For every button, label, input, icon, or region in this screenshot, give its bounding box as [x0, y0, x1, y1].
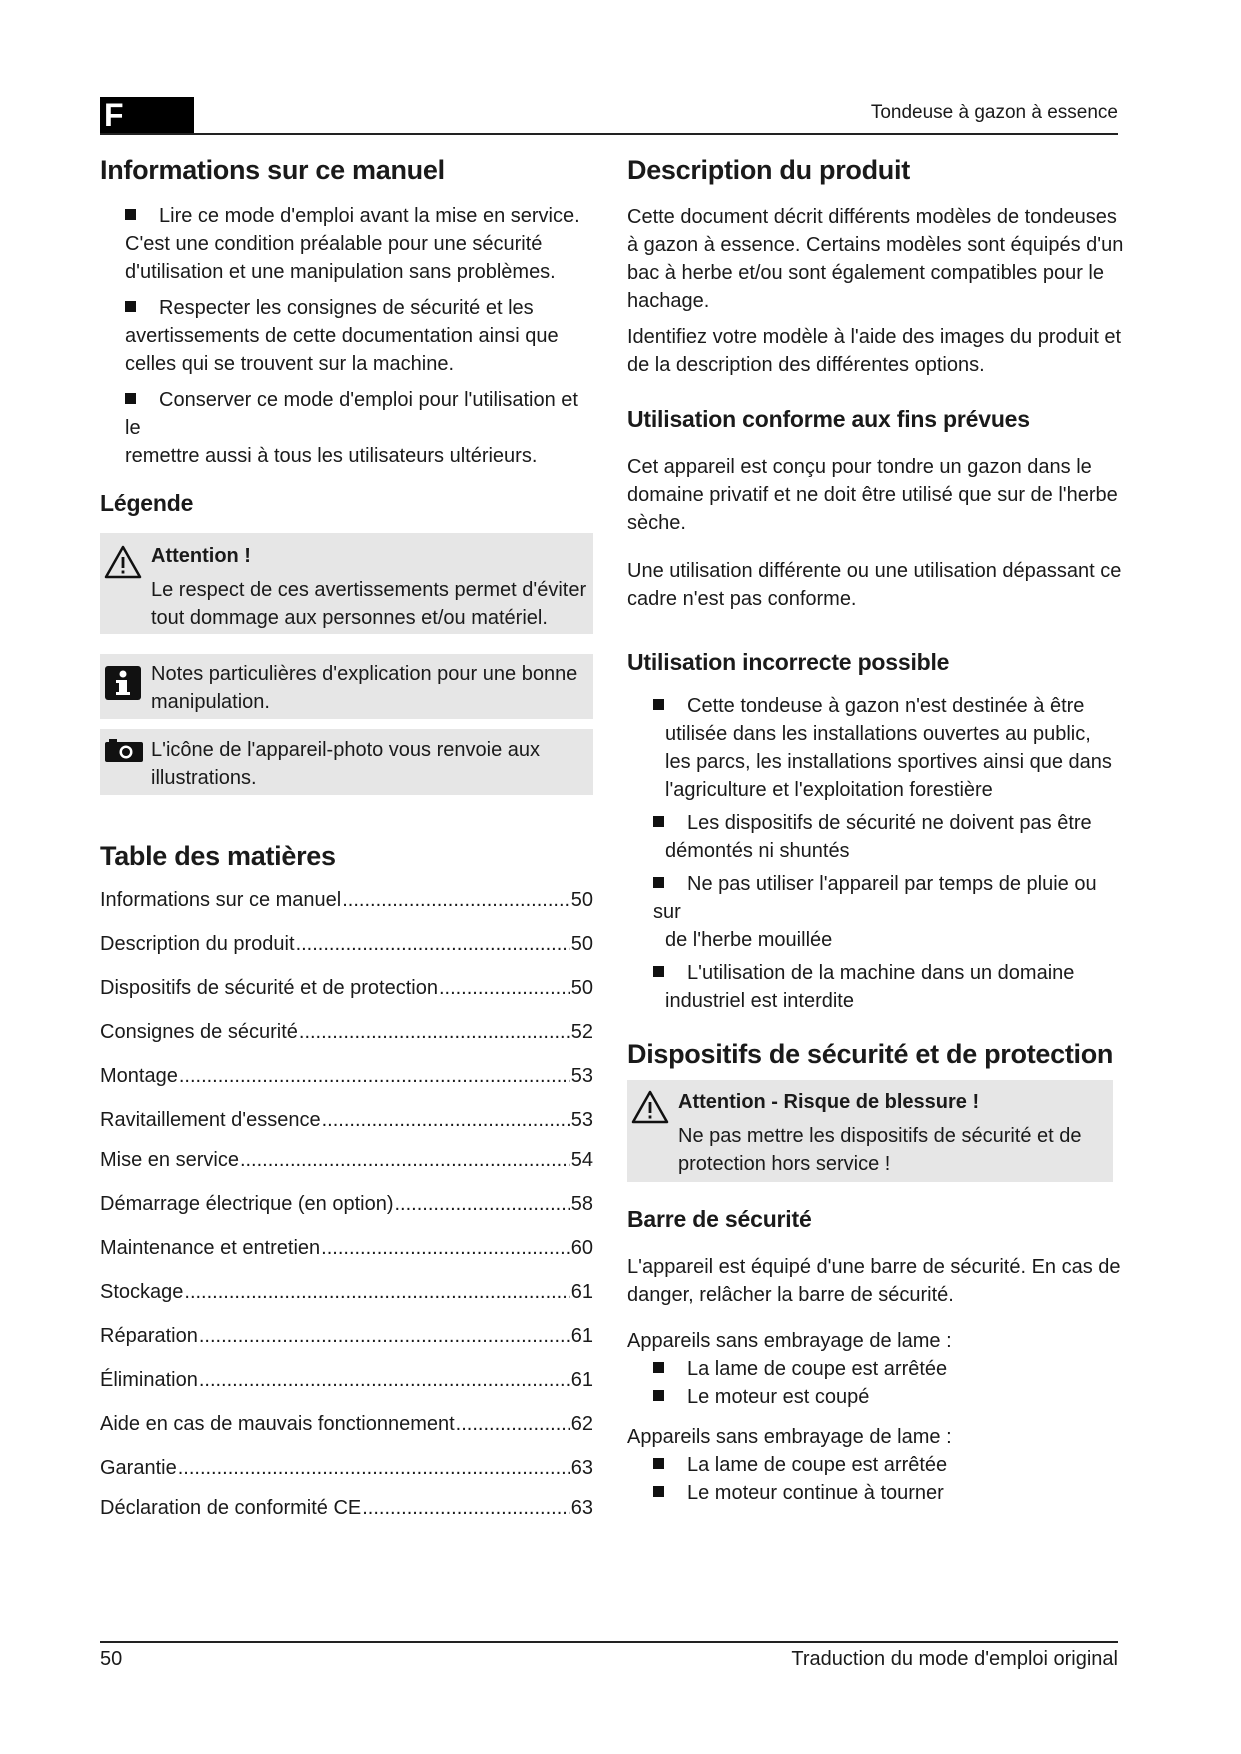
toc-entry[interactable] — [100, 1413, 593, 1441]
intended-use-para1: Cet appareil est conçu pour tondre un gazon dans le domaine privatif et ne doit être utilisé que sur de l'herbe sèche. — [627, 456, 1118, 534]
toc-entry-page: 54 — [570, 1149, 593, 1171]
product-description-heading: Description du produit — [627, 155, 910, 185]
bullet-square-icon — [653, 1458, 664, 1469]
attention-box — [100, 533, 593, 634]
toc-entry[interactable] — [100, 933, 593, 961]
toc-entry-page: 61 — [570, 1281, 593, 1303]
safety-devices-heading: Dispositifs de sécurité et de protection — [627, 1039, 1114, 1069]
list-item: Les dispositifs de sécurité ne doivent pas être démontés ni shuntés — [653, 809, 1127, 865]
intended-use-heading: Utilisation conforme aux fins prévues — [627, 406, 1030, 432]
list-item: Lire ce mode d'emploi avant la mise en service. C'est une condition préalable pour une sécurité d'utilisation et une manipulation sans problèmes. — [125, 205, 580, 283]
info-text: Notes particulières d'explication pour une bonne manipulation. — [151, 663, 578, 713]
toc-leader-dots — [321, 1237, 570, 1260]
toc-heading: Table des matières — [100, 841, 336, 871]
toc-entry-page: 62 — [570, 1413, 593, 1435]
toc-entry[interactable] — [100, 1109, 593, 1137]
left-column — [100, 155, 593, 1525]
bullet-square-icon — [653, 1362, 664, 1373]
toc-entry[interactable] — [100, 1369, 593, 1397]
manual-info-heading: Informations sur ce manuel — [100, 155, 445, 185]
toc-leader-dots — [342, 889, 570, 912]
bullet-square-icon — [653, 877, 664, 888]
attention-text: Le respect de ces avertissements permet d'éviter tout dommage aux personnes et/ou matériel. — [151, 579, 587, 629]
legend-heading: Légende — [100, 490, 194, 516]
footer-text: Traduction du mode d'emploi original — [791, 1648, 1118, 1670]
toc-entry-label: Mise en service — [100, 1149, 239, 1171]
safety-attention-text: Ne pas mettre les dispositifs de sécurité et de protection hors service ! — [678, 1125, 1082, 1175]
toc-entry-page: 50 — [570, 889, 593, 911]
toc-entry[interactable] — [100, 1497, 593, 1525]
warning-triangle-icon — [631, 1090, 669, 1129]
bullet-square-icon — [653, 966, 664, 977]
toc-entry-label: Dispositifs de sécurité et de protection — [100, 977, 438, 999]
toc-entry[interactable] — [100, 1021, 593, 1049]
toc-leader-dots — [178, 1457, 570, 1480]
group2-title: Appareils sans embrayage de lame : — [627, 1426, 952, 1448]
toc-leader-dots — [199, 1369, 570, 1392]
toc-entry[interactable] — [100, 1065, 593, 1093]
toc-entry-label: Déclaration de conformité CE — [100, 1497, 362, 1519]
toc-entry[interactable] — [100, 1237, 593, 1265]
misuse-list — [653, 692, 1127, 1015]
bullet-square-icon — [653, 1486, 664, 1497]
info-box — [100, 654, 593, 719]
list-item: Cette tondeuse à gazon n'est destinée à être utilisée dans les installations ouvertes au public, les parcs, les installations sportives ainsi que dans l'agriculture et l'exploitation forestière — [653, 692, 1127, 804]
product-description-para2: Identifiez votre modèle à l'aide des images du produit et de la description des différentes options. — [627, 326, 1122, 376]
bullet-square-icon — [125, 393, 136, 404]
toc-entry-label: Aide en cas de mauvais fonctionnement — [100, 1413, 455, 1435]
document-title: Tondeuse à gazon à essence — [870, 102, 1118, 123]
product-description-para1: Cette document décrit différents modèles de tondeuses à gazon à essence. Certains modèles sont équipés d'un bac à herbe et/ou sont également compatibles pour le hachage. — [627, 206, 1124, 312]
group2-list — [653, 1451, 1127, 1507]
toc-entry-label: Garantie — [100, 1457, 177, 1479]
toc-entry-page: 50 — [570, 977, 593, 999]
toc-entry-page: 53 — [570, 1109, 593, 1131]
page-number: 50 — [100, 1648, 123, 1670]
toc-entry-page: 63 — [570, 1457, 593, 1479]
toc-entry[interactable] — [100, 1457, 593, 1485]
toc-leader-dots — [395, 1193, 570, 1216]
toc-entry[interactable] — [100, 1149, 593, 1177]
misuse-heading: Utilisation incorrecte possible — [627, 649, 950, 675]
header-divider — [100, 133, 1118, 135]
toc-entry-page: 50 — [570, 933, 593, 955]
toc-leader-dots — [322, 1109, 570, 1132]
info-icon — [104, 665, 142, 706]
toc-entry-page: 61 — [570, 1369, 593, 1391]
toc-entry-label: Montage — [100, 1065, 178, 1087]
toc-entry-label: Consignes de sécurité — [100, 1021, 298, 1043]
toc-entry[interactable] — [100, 977, 593, 1005]
toc-entry-page: 52 — [570, 1021, 593, 1043]
camera-text: L'icône de l'appareil-photo vous renvoie aux illustrations. — [151, 739, 541, 789]
list-item: Le moteur est coupé — [653, 1383, 1127, 1411]
toc-list — [100, 889, 593, 1525]
footer-divider — [100, 1641, 1118, 1643]
manual-info-list — [125, 202, 593, 470]
camera-icon — [104, 737, 144, 768]
toc-entry-label: Description du produit — [100, 933, 295, 955]
toc-leader-dots — [456, 1413, 570, 1436]
toc-entry-label: Ravitaillement d'essence — [100, 1109, 321, 1131]
safety-bar-heading: Barre de sécurité — [627, 1206, 812, 1232]
toc-leader-dots — [179, 1065, 570, 1088]
bullet-square-icon — [653, 1390, 664, 1401]
toc-entry-page: 61 — [570, 1325, 593, 1347]
warning-triangle-icon — [104, 545, 142, 584]
safety-attention-box — [627, 1080, 1113, 1182]
bullet-square-icon — [653, 816, 664, 827]
toc-leader-dots — [299, 1021, 570, 1044]
list-item: Respecter les consignes de sécurité et les avertissements de cette documentation ainsi que celles qui se trouvent sur la machine. — [125, 297, 559, 375]
toc-entry[interactable] — [100, 1325, 593, 1353]
safety-bar-para: L'appareil est équipé d'une barre de sécurité. En cas de danger, relâcher la barre de sécurité. — [627, 1256, 1121, 1306]
toc-entry-label: Élimination — [100, 1369, 198, 1391]
attention-title: Attention ! — [151, 545, 251, 567]
group1-title: Appareils sans embrayage de lame : — [627, 1330, 952, 1352]
toc-entry-page: 53 — [570, 1065, 593, 1087]
list-item: La lame de coupe est arrêtée — [653, 1451, 1127, 1479]
intended-use-para2: Une utilisation différente ou une utilisation dépassant ce cadre n'est pas conforme. — [627, 560, 1122, 610]
group1-list — [653, 1355, 1127, 1411]
toc-entry-page: 60 — [570, 1237, 593, 1259]
toc-entry[interactable] — [100, 1281, 593, 1309]
toc-leader-dots — [362, 1497, 570, 1520]
list-item: La lame de coupe est arrêtée — [653, 1355, 1127, 1383]
toc-entry-label: Maintenance et entretien — [100, 1237, 321, 1259]
camera-box — [100, 729, 593, 795]
language-tab: F — [100, 97, 194, 134]
toc-entry-page: 63 — [570, 1497, 593, 1519]
toc-entry[interactable] — [100, 1193, 593, 1221]
toc-leader-dots — [240, 1149, 570, 1172]
toc-entry-label: Stockage — [100, 1281, 184, 1303]
bullet-square-icon — [125, 209, 136, 220]
list-item: L'utilisation de la machine dans un domaine industriel est interdite — [653, 959, 1127, 1015]
right-column — [627, 155, 1127, 1507]
toc-leader-dots — [439, 977, 570, 1000]
toc-entry-page: 58 — [570, 1193, 593, 1215]
toc-leader-dots — [296, 933, 570, 956]
list-item: Ne pas utiliser l'appareil par temps de pluie ou sur de l'herbe mouillée — [653, 873, 1097, 951]
bullet-square-icon — [653, 699, 664, 710]
list-item: Conserver ce mode d'emploi pour l'utilisation et le remettre aussi à tous les utilisateurs ultérieurs. — [125, 389, 578, 467]
toc-entry-label: Démarrage électrique (en option) — [100, 1193, 394, 1215]
toc-leader-dots — [184, 1281, 569, 1304]
safety-attention-title: Attention - Risque de blessure ! — [678, 1091, 980, 1113]
list-item: Le moteur continue à tourner — [653, 1479, 1127, 1507]
toc-entry[interactable] — [100, 889, 593, 917]
toc-entry-label: Informations sur ce manuel — [100, 889, 342, 911]
toc-entry-label: Réparation — [100, 1325, 198, 1347]
toc-leader-dots — [199, 1325, 570, 1348]
bullet-square-icon — [125, 301, 136, 312]
